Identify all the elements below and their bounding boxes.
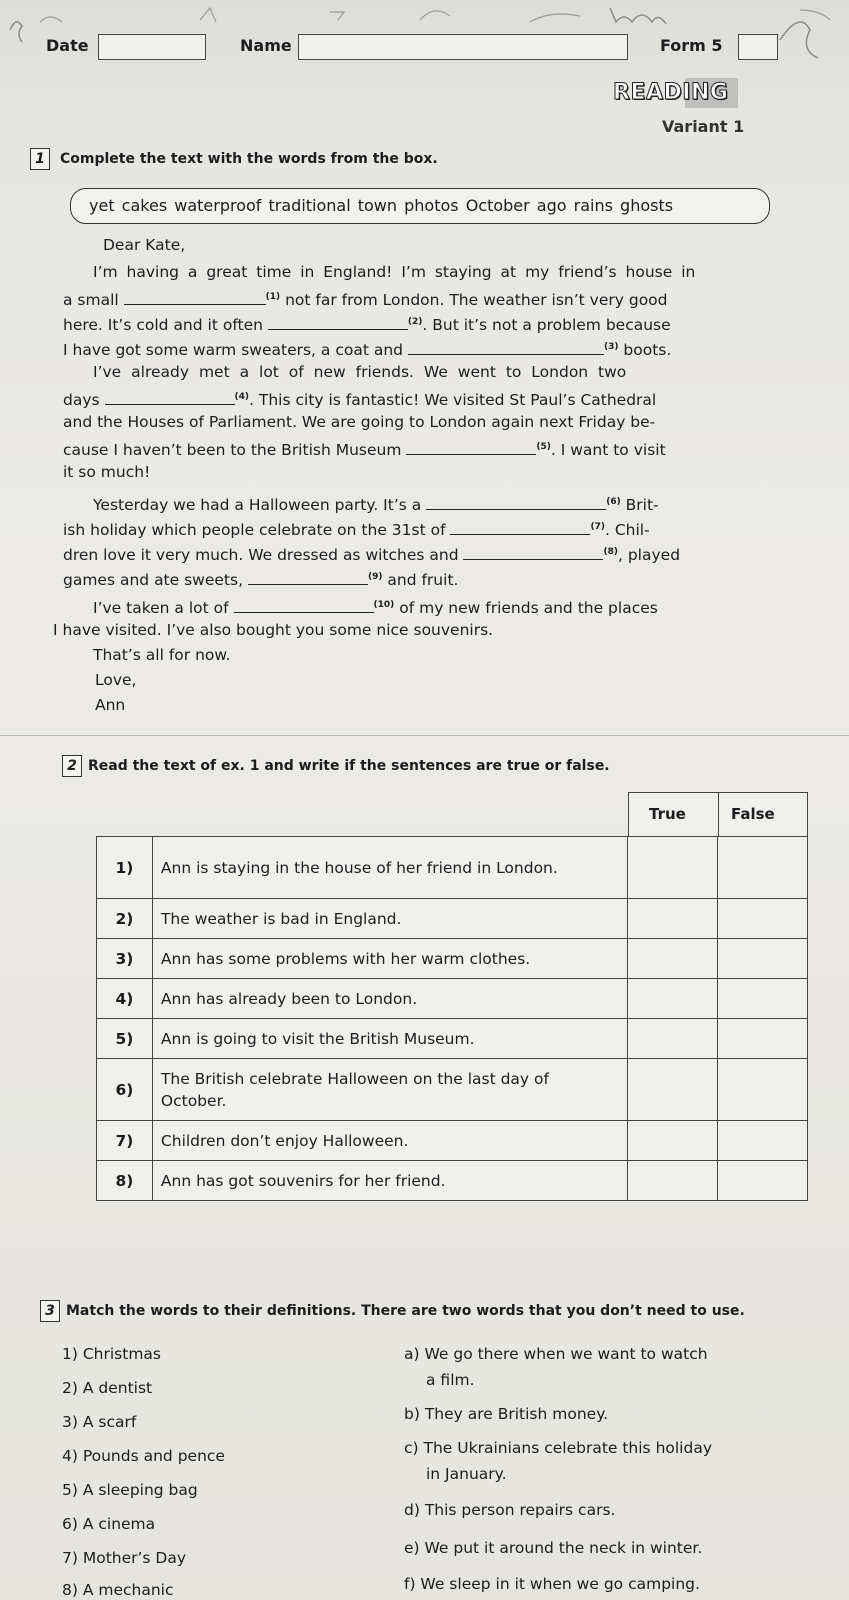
gap-5[interactable] — [406, 441, 536, 455]
exercise-1-instruction: 1 Complete the text with the words from the box. — [30, 148, 438, 170]
false-cell[interactable] — [718, 979, 808, 1019]
true-false-table — [96, 836, 808, 1201]
true-cell[interactable] — [628, 979, 718, 1019]
letter-line: it so much! — [63, 463, 151, 481]
exercise-number: 2 — [62, 755, 82, 777]
form-label: Form 5 — [660, 36, 723, 55]
letter-line: here. It’s cold and it often $^{(2)}$. But it’s not a problem because — [63, 316, 671, 334]
exercise-number: 3 — [40, 1300, 60, 1322]
letter-line: ish holiday which people celebrate on the 31st of $^{(7)}$. Chil- — [63, 521, 650, 539]
true-cell[interactable] — [628, 1121, 718, 1161]
letter-line: dren love it very much. We dressed as witches and $^{(8)}$, played — [63, 546, 681, 564]
table-row: 1) Ann is staying in the house of her friend in London. — [97, 837, 808, 899]
gap-4[interactable] — [105, 391, 235, 405]
list-item: 5) A sleeping bag — [62, 1481, 198, 1499]
list-item: 3) A scarf — [62, 1413, 137, 1431]
letter-line: games and ate sweets, $^{(9)}$ and fruit. — [63, 571, 459, 589]
table-row: 8) Ann has got souvenirs for her friend. — [97, 1161, 808, 1201]
letter-line: Ann — [95, 696, 126, 714]
true-cell[interactable] — [628, 899, 718, 939]
letter-line: I have got some warm sweaters, a coat and $^{(3)}$ boots. — [63, 341, 672, 359]
true-column-header: True — [649, 805, 686, 823]
letter-line: Love, — [95, 671, 137, 689]
name-label: Name — [240, 36, 292, 55]
name-field[interactable] — [298, 34, 628, 60]
list-item: 1) Christmas — [62, 1345, 161, 1363]
date-field[interactable] — [98, 34, 206, 60]
false-cell[interactable] — [718, 899, 808, 939]
letter-line: I’m having a great time in England! I’m staying at my friend’s house in — [93, 263, 696, 281]
true-cell[interactable] — [628, 837, 718, 899]
definitions-list — [404, 1345, 824, 1595]
list-item: 2) A dentist — [62, 1379, 153, 1397]
letter-line: a small $^{(1)}$ not far from London. The weather isn’t very good — [63, 291, 668, 309]
letter-line: and the Houses of Parliament. We are going to London again next Friday be- — [63, 413, 656, 431]
letter-line: That’s all for now. — [93, 646, 231, 664]
list-item: 7) Mother’s Day — [62, 1549, 187, 1567]
false-cell[interactable] — [718, 939, 808, 979]
table-row: 5) Ann is going to visit the British Museum. — [97, 1019, 808, 1059]
table-header — [628, 792, 808, 836]
letter-line: Yesterday we had a Halloween party. It’s a $^{(6)}$ Brit- — [93, 496, 659, 514]
gap-7[interactable] — [450, 521, 590, 535]
true-cell[interactable] — [628, 1161, 718, 1201]
list-item: in January. — [426, 1465, 507, 1483]
table-row: 2) The weather is bad in England. — [97, 899, 808, 939]
table-row: 4) Ann has already been to London. — [97, 979, 808, 1019]
date-label: Date — [46, 36, 89, 55]
list-item: e) We put it around the neck in winter. — [404, 1539, 703, 1557]
gap-9[interactable] — [248, 571, 368, 585]
list-item: 6) A cinema — [62, 1515, 156, 1533]
false-cell[interactable] — [718, 1019, 808, 1059]
letter-line: cause I haven’t been to the British Museum $^{(5)}$. I want to visit — [63, 441, 666, 459]
letter-line: I’ve taken a lot of $^{(10)}$ of my new friends and the places — [93, 599, 658, 617]
true-cell[interactable] — [628, 1059, 718, 1121]
list-item: a) We go there when we want to watch — [404, 1345, 708, 1363]
gap-6[interactable] — [426, 496, 606, 510]
list-item: d) This person repairs cars. — [404, 1501, 616, 1519]
false-column-header: False — [731, 805, 775, 823]
letter-line: days $^{(4)}$. This city is fantastic! We visited St Paul’s Cathedral — [63, 391, 657, 409]
false-cell[interactable] — [718, 1121, 808, 1161]
gap-2[interactable] — [268, 316, 408, 330]
table-row: 3) Ann has some problems with her warm clothes. — [97, 939, 808, 979]
true-cell[interactable] — [628, 939, 718, 979]
gap-8[interactable] — [463, 546, 603, 560]
form-field[interactable] — [738, 34, 778, 60]
false-cell[interactable] — [718, 1059, 808, 1121]
letter-line: I’ve already met a lot of new friends. We went to London two — [93, 363, 627, 381]
letter-line: I have visited. I’ve also bought you some nice souvenirs. — [53, 621, 494, 639]
worksheet-header — [0, 32, 849, 62]
false-cell[interactable] — [718, 1161, 808, 1201]
list-item: c) The Ukrainians celebrate this holiday — [404, 1439, 712, 1457]
true-cell[interactable] — [628, 1019, 718, 1059]
letter-line: Dear Kate, — [103, 236, 186, 254]
list-item: a film. — [426, 1371, 475, 1389]
gap-1[interactable] — [124, 291, 266, 305]
list-item: f) We sleep in it when we go camping. — [404, 1575, 700, 1593]
variant-label: Variant 1 — [662, 117, 745, 136]
words-list — [62, 1345, 382, 1599]
gap-3[interactable] — [408, 341, 604, 355]
table-row: 6) The British celebrate Halloween on the last day of October. — [97, 1059, 808, 1121]
table-row: 7) Children don’t enjoy Halloween. — [97, 1121, 808, 1161]
false-cell[interactable] — [718, 837, 808, 899]
exercise-3-instruction: 3 Match the words to their definitions. There are two words that you don’t need to use. — [40, 1300, 745, 1322]
list-item: b) They are British money. — [404, 1405, 609, 1423]
list-item: 4) Pounds and pence — [62, 1447, 225, 1465]
list-item: 8) A mechanic — [62, 1581, 174, 1599]
word-box: yet cakes waterproof traditional town photos October ago rains ghosts — [70, 188, 770, 224]
section-title: READING — [605, 78, 738, 108]
gap-10[interactable] — [234, 599, 374, 613]
exercise-2-instruction: 2 Read the text of ex. 1 and write if the sentences are true or false. — [62, 755, 610, 777]
exercise-number: 1 — [30, 148, 50, 170]
section-divider — [0, 735, 849, 736]
